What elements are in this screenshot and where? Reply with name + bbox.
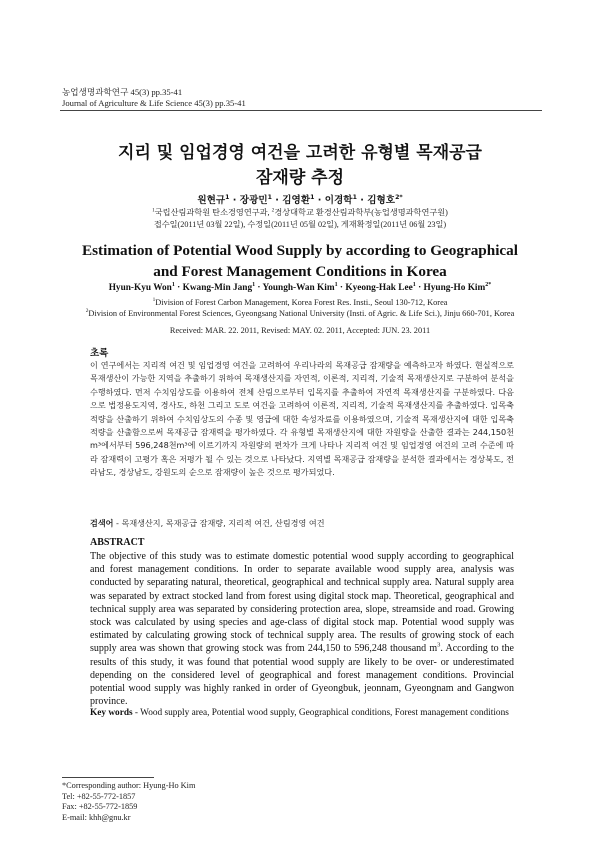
english-author-name: Youngh-Wan Kim	[262, 283, 335, 293]
english-keywords-label: Key words	[90, 708, 133, 718]
english-abstract-part1: The objective of this study was to estimate domestic potential wood supply according to geographical and forest management conditions. In order to separate available wood supply area, analysis was conducted by separating natural, theoretical, geographical and technical supply area. Natural supply area was separated by extract stocked land from forest using digital stock map. Theoretical, geographical and technical supply area was separated by considering protection area, slope, streamside and road. Growing stock was calculated by using species and age-class of digital stock map. Potential wood supply was estimated by calculating growing stock of technical supply area. The results of growing stock of each supply area was shown that growing stock was from 244,150 to 596,248 thousand m	[90, 551, 514, 655]
english-keywords-list: - Wood supply area, Potential wood supply, Geographical conditions, Forest management conditions	[132, 708, 509, 718]
english-title-line1: Estimation of Potential Wood Supply by according to Geographical	[82, 242, 518, 259]
korean-abstract-heading: 초록	[90, 348, 109, 359]
korean-keywords-label: 검색어	[90, 518, 114, 528]
footnote-email: E-mail: khh@gnu.kr	[62, 812, 131, 822]
english-author-name: Kwang-Min Jang	[182, 283, 253, 293]
affil-sup-2: 2	[85, 308, 89, 315]
english-dates: Received: MAR. 22. 2011, Revised: MAY. 02. 2011, Accepted: JUN. 23. 2011	[169, 326, 431, 335]
korean-author-separator: ·	[314, 195, 325, 206]
english-affil-2-line	[0, 308, 600, 319]
english-keywords	[90, 708, 509, 718]
footnote-fax: Fax: +82-55-772-1859	[62, 802, 138, 812]
korean-authors	[0, 192, 600, 206]
english-title-line2: and Forest Management Conditions in Korea	[153, 263, 447, 280]
english-author-separator: ·	[255, 283, 263, 293]
korean-keywords	[90, 518, 325, 529]
korean-affil-1: 국립산림과학원 탄소경영연구과,	[154, 208, 272, 217]
korean-affiliations	[0, 207, 600, 218]
korean-author-name: 김형호	[367, 195, 396, 206]
english-abstract-heading: ABSTRACT	[90, 537, 145, 548]
english-affil-2: Division of Environmental Forest Sciences, Gyeongsang National University (Insti. of Agric. & Life Sci.), Jinju 660-701, Korea	[88, 309, 515, 318]
english-author-separator: ·	[337, 283, 346, 293]
cubic-superscript: 3	[437, 642, 441, 650]
korean-author-sup: 1	[352, 193, 357, 201]
english-author-sup: 1	[334, 281, 338, 288]
korean-author-sup: 1	[267, 193, 272, 201]
corresponding-author: *Corresponding author: Hyung-Ho Kim	[62, 781, 196, 790]
korean-author-sup: 1	[225, 193, 230, 201]
affil-sup-1: 1	[152, 297, 156, 304]
english-abstract-body	[90, 550, 514, 708]
english-author-sup: 1	[252, 281, 256, 288]
english-author-separator: ·	[174, 283, 183, 293]
korean-author-separator: ·	[271, 195, 283, 206]
korean-author-sup: 1	[310, 193, 315, 201]
korean-author-name: 이경학	[324, 195, 353, 206]
english-authors	[0, 283, 600, 293]
footnote	[62, 781, 195, 823]
english-abstract-part2: . According to the results of this study, it was found that potential wood supply are likely to be over- or underestimated depending on the considered level of geographical and forest management conditions. Provincial potential wood supply was highly ranked in order of Gyeongbuk, jeonnam, Gyeongnam and Gangwon province.	[90, 643, 514, 708]
korean-author-separator: ·	[229, 195, 240, 206]
english-author-separator: ·	[415, 283, 424, 293]
english-author-name: Hyun-Kyu Won	[108, 283, 172, 293]
english-affil-1: Division of Forest Carbon Management, Korea Forest Res. Insti., Seoul 130-712, Korea	[155, 298, 448, 307]
korean-title-line1: 지리 및 임업경영 여건을 고려한 유형별 목재공급	[118, 143, 482, 163]
journal-header	[62, 87, 246, 109]
korean-keywords-list: - 목재생산지, 목재공급 잠재량, 지리적 여건, 산림경영 여건	[113, 518, 325, 528]
english-title	[0, 240, 600, 282]
korean-title-line2: 잠재량 추정	[255, 168, 345, 188]
korean-affil-2: 경상대학교 환경산림과학부(농업생명과학연구원)	[274, 208, 448, 217]
english-author-sup: 2*	[485, 281, 492, 288]
english-affiliations	[0, 297, 600, 319]
korean-abstract-body: 이 연구에서는 지리적 여건 및 임업경영 여건을 고려하여 우리나라의 목재공급 잠재량을 예측하고자 하였다. 현실적으로 목재생산이 가능한 지역을 추출하기 위하여 목재생산지를 자연적, 이론적, 지리적, 기술적 목재생산지로 구분하여 분석을 수행하였다. 먼저 수치임상도를 이용하여 전체 산림으로부터 입목지를 추출하여 자연적 목재생산지를 구분하였다. 다음으로 법정용도지역, 경사도, 하천 그리고 도로 여건을 고려하여 이론적, 지리적, 기술적 목재생산지를 추출하였다. 입목축적량을 산출하기 위하여 수치임상도의 수종 및 영급에 대한 속성자료를 이용하였으며, 기술적 목재생산지에 대한 입목축적량을 산출함으로써 목재공급 잠재력을 평가하였다. 각 유형별 목재생산지에 대한 자원량을 산출한 결과는 244,150천m³에서부터 596,248천m³에 이르기까지 자원량의 편차가 크게 나타나 지리적 여건 및 임업경영 여건의 고려 수준에 따라 잠재력이 고평가 혹은 저평가 될 수 있는 것으로 나타났다. 지역별 목재공급 잠재량을 분석한 결과에서는 경상북도, 전라남도, 경상남도, 강원도의 순으로 잠재량이 높은 것으로 평가되었다.	[90, 360, 514, 478]
english-affil-1-line	[0, 297, 600, 308]
footnote-tel: Tel: +82-55-772-1857	[62, 791, 136, 801]
english-author-sup: 1	[412, 281, 416, 288]
korean-author-name: 김영환	[282, 195, 311, 206]
english-author-name: Kyeong-Hak Lee	[345, 283, 413, 293]
journal-citation-en: Journal of Agriculture & Life Science 45(3) pp.35-41	[62, 98, 246, 108]
english-author-name: Hyung-Ho Kim	[423, 283, 486, 293]
korean-author-name: 장광민	[239, 195, 268, 206]
korean-author-sup: 2*	[395, 193, 403, 201]
korean-author-name: 원현규	[197, 195, 226, 206]
footnote-divider	[62, 777, 154, 778]
korean-title	[0, 141, 600, 191]
korean-dates: 접수일(2011년 03월 22일), 수정일(2011년 05월 02일), 게재확정일(2011년 06월 23일)	[153, 220, 447, 229]
english-author-sup: 1	[171, 281, 175, 288]
affil-sup-2: 2	[271, 207, 275, 214]
affil-sup-1: 1	[152, 207, 155, 214]
korean-author-separator: ·	[356, 195, 368, 206]
journal-citation-kr: 농업생명과학연구 45(3) pp.35-41	[62, 87, 183, 97]
header-divider	[60, 110, 542, 111]
